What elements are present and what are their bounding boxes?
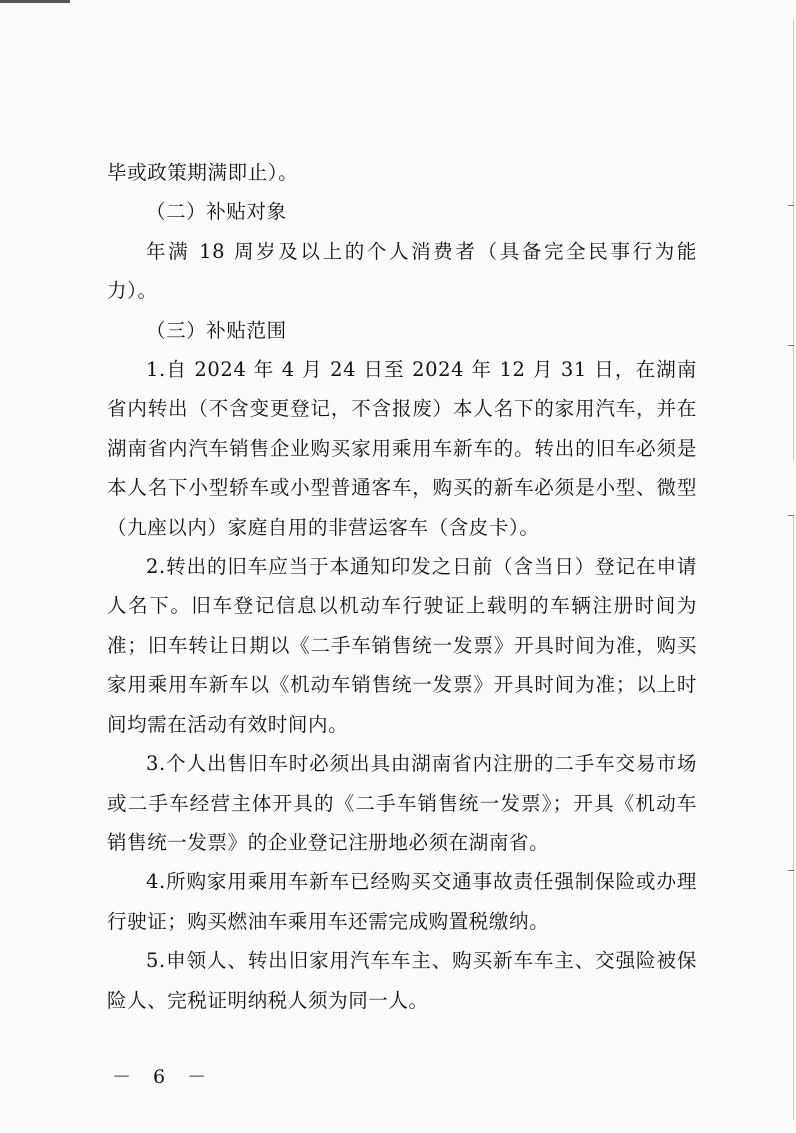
paragraph-item-4: 4.所购家用乘用车新车已经购买交通事故责任强制保险或办理行驶证；购买燃油车乘用车还需完成购置税缴纳。 xyxy=(107,870,697,933)
paragraph-item-2: 2.转出的旧车应当于本通知印发之日前（含当日）登记在申请人名下。旧车登记信息以机动车行驶证上载明的车辆注册时间为准；旧车转让日期以《二手车销售统一发票》开具时间为准，购买家用乘用车新车以《机动车销售统一发票》开具时间为准；以上时间均需在活动有效时间内。 xyxy=(107,555,697,736)
page-number: － 6 － xyxy=(112,1066,215,1088)
scan-mark xyxy=(788,870,794,871)
paragraph-continuation: 毕或政策期满即止）。 xyxy=(107,161,299,184)
section-heading-subsidy-target: （二）补贴对象 xyxy=(146,200,287,224)
paragraph-item-3: 3.个人出售旧车时必须出具由湖南省内注册的二手车交易市场或二手车经营主体开具的《二手车销售统一发票》；开具《机动车销售统一发票》的企业登记注册地必须在湖南省。 xyxy=(107,752,697,854)
scan-mark xyxy=(788,345,794,346)
scan-edge xyxy=(793,20,794,1120)
paragraph-eligibility: 年满 18 周岁及以上的个人消费者（具备完全民事行为能力）。 xyxy=(107,239,697,303)
scan-mark xyxy=(788,515,794,516)
document-body xyxy=(107,153,697,1020)
scan-artifact xyxy=(0,0,70,3)
scan-mark xyxy=(788,205,794,206)
section-heading-subsidy-scope: （三）补贴范围 xyxy=(146,318,287,342)
paragraph-item-1: 1.自 2024 年 4 月 24 日至 2024 年 12 月 31 日，在湖南省内转出（不含变更登记，不含报废）本人名下的家用汽车，并在湖南省内汽车销售企业购买家用乘用车新车的。转出的旧车必须是本人名下小型轿车或小型普通客车，购买的新车必须是小型、微型（九座以内）家庭自用的非营运客车（含皮卡）。 xyxy=(107,358,697,539)
paragraph-item-5: 5.申领人、转出旧家用汽车车主、购买新车车主、交强险被保险人、完税证明纳税人须为同一人。 xyxy=(107,949,697,1012)
